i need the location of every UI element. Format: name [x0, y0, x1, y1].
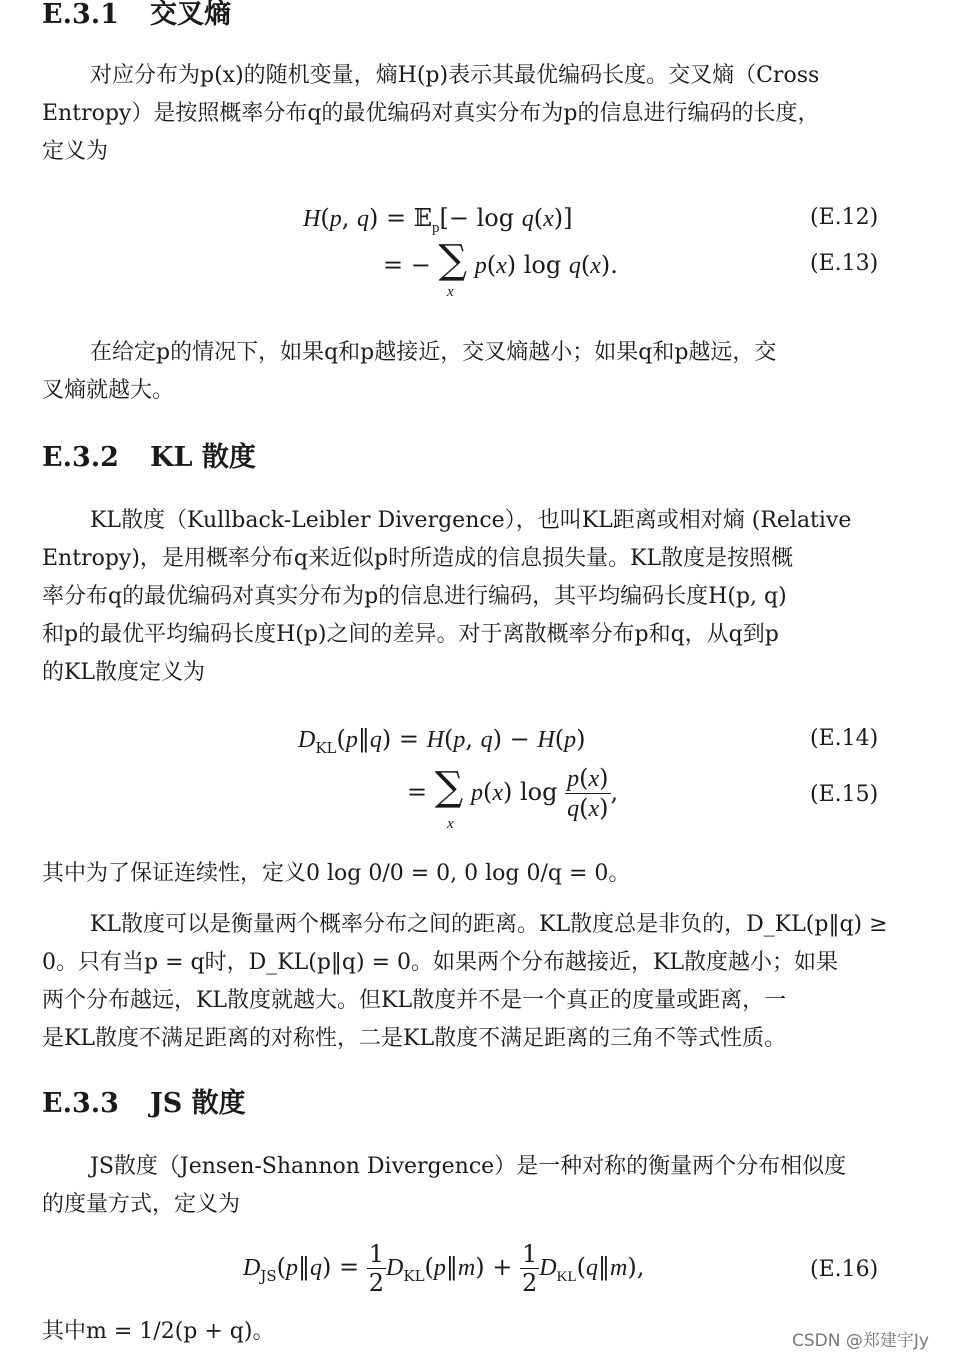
equation-e16: $D_{JS}(p‖q)$ = $\frac{1}{2}$ $D_{KL}(p‖m)$ + $\frac{1}{2}$ $D_{KL}(q‖m)$,: [243, 1240, 645, 1297]
section-title: KL 散度: [150, 442, 256, 473]
section-number: E.3.2: [42, 442, 119, 473]
section-number: E.3.3: [42, 1088, 119, 1119]
section-heading-e-3-1: [42, 0, 231, 30]
equation-e15: = ∑ p(x) log $\frac{p(x)}{q(x)}$ ,: [407, 764, 619, 822]
paragraph-line: 叉熵就越大。: [42, 378, 175, 403]
paragraph-line: 在给定p的情况下，如果q和p越接近，交叉熵越小；如果q和p越远，交: [90, 340, 777, 365]
paragraph-line: 的度量方式，定义为: [42, 1192, 241, 1217]
paragraph-line: 两个分布越远，KL散度就越大。但KL散度并不是一个真正的度量或距离，一: [42, 988, 787, 1013]
paragraph-line: 率分布q的最优编码对真实分布为p的信息进行编码，其平均编码长度H(p, q): [42, 584, 787, 609]
equation-number: (E.13): [810, 251, 879, 276]
paragraph-line: 其中为了保证连续性，定义0 log 0/0 = 0, 0 log 0/q = 0。: [42, 861, 631, 886]
section-title: JS 散度: [150, 1088, 246, 1119]
paragraph-line: 定义为: [42, 139, 109, 164]
paragraph-line: 其中m = 1/2(p + q)。: [42, 1319, 275, 1344]
equation-number: (E.15): [810, 782, 879, 807]
paragraph-line: 对应分布为p(x)的随机变量，熵H(p)表示其最优编码长度。交叉熵（Cross: [90, 63, 820, 88]
paragraph-line: 的KL散度定义为: [42, 660, 206, 685]
section-heading-e-3-3: [42, 1089, 246, 1119]
equation-e12: H(p, q) = 𝔼$_p$[− log q(x)]: [303, 204, 573, 236]
watermark: CSDN @郑建宇Jy: [792, 1331, 929, 1351]
sum-index: x: [447, 284, 454, 300]
section-title: 交叉熵: [150, 0, 231, 30]
paragraph-line: 0。只有当p = q时，D_KL(p‖q) = 0。如果两个分布越接近，KL散度越小；如果: [42, 950, 839, 975]
paragraph-line: Entropy)，是用概率分布q来近似p时所造成的信息损失量。KL散度是按照概: [42, 546, 794, 571]
equation-number: (E.12): [810, 205, 879, 230]
paragraph-line: 是KL散度不满足距离的对称性，二是KL散度不满足距离的三角不等式性质。: [42, 1026, 787, 1051]
paragraph-line: KL散度可以是衡量两个概率分布之间的距离。KL散度总是非负的，D_KL(p‖q) ≥: [90, 912, 888, 937]
paragraph-line: 和p的最优平均编码长度H(p)之间的差异。对于离散概率分布p和q，从q到p: [42, 622, 779, 647]
section-heading-e-3-2: [42, 443, 256, 473]
section-number: E.3.1: [42, 0, 119, 30]
equation-number: (E.16): [810, 1257, 879, 1282]
paragraph-line: KL散度（Kullback-Leibler Divergence），也叫KL距离或相对熵 (Relative: [90, 508, 852, 533]
paragraph-line: Entropy）是按照概率分布q的最优编码对真实分布为p的信息进行编码的长度，: [42, 101, 820, 126]
sum-index: x: [447, 816, 454, 832]
equation-e13: = − ∑ p(x) log q(x).: [383, 237, 618, 283]
equation-number: (E.14): [810, 726, 879, 751]
paragraph-line: JS散度（Jensen-Shannon Divergence）是一种对称的衡量两个分布相似度: [90, 1154, 847, 1179]
equation-e14: $D_{KL}(p‖q) = H(p$, q) − H(p): [298, 725, 586, 757]
